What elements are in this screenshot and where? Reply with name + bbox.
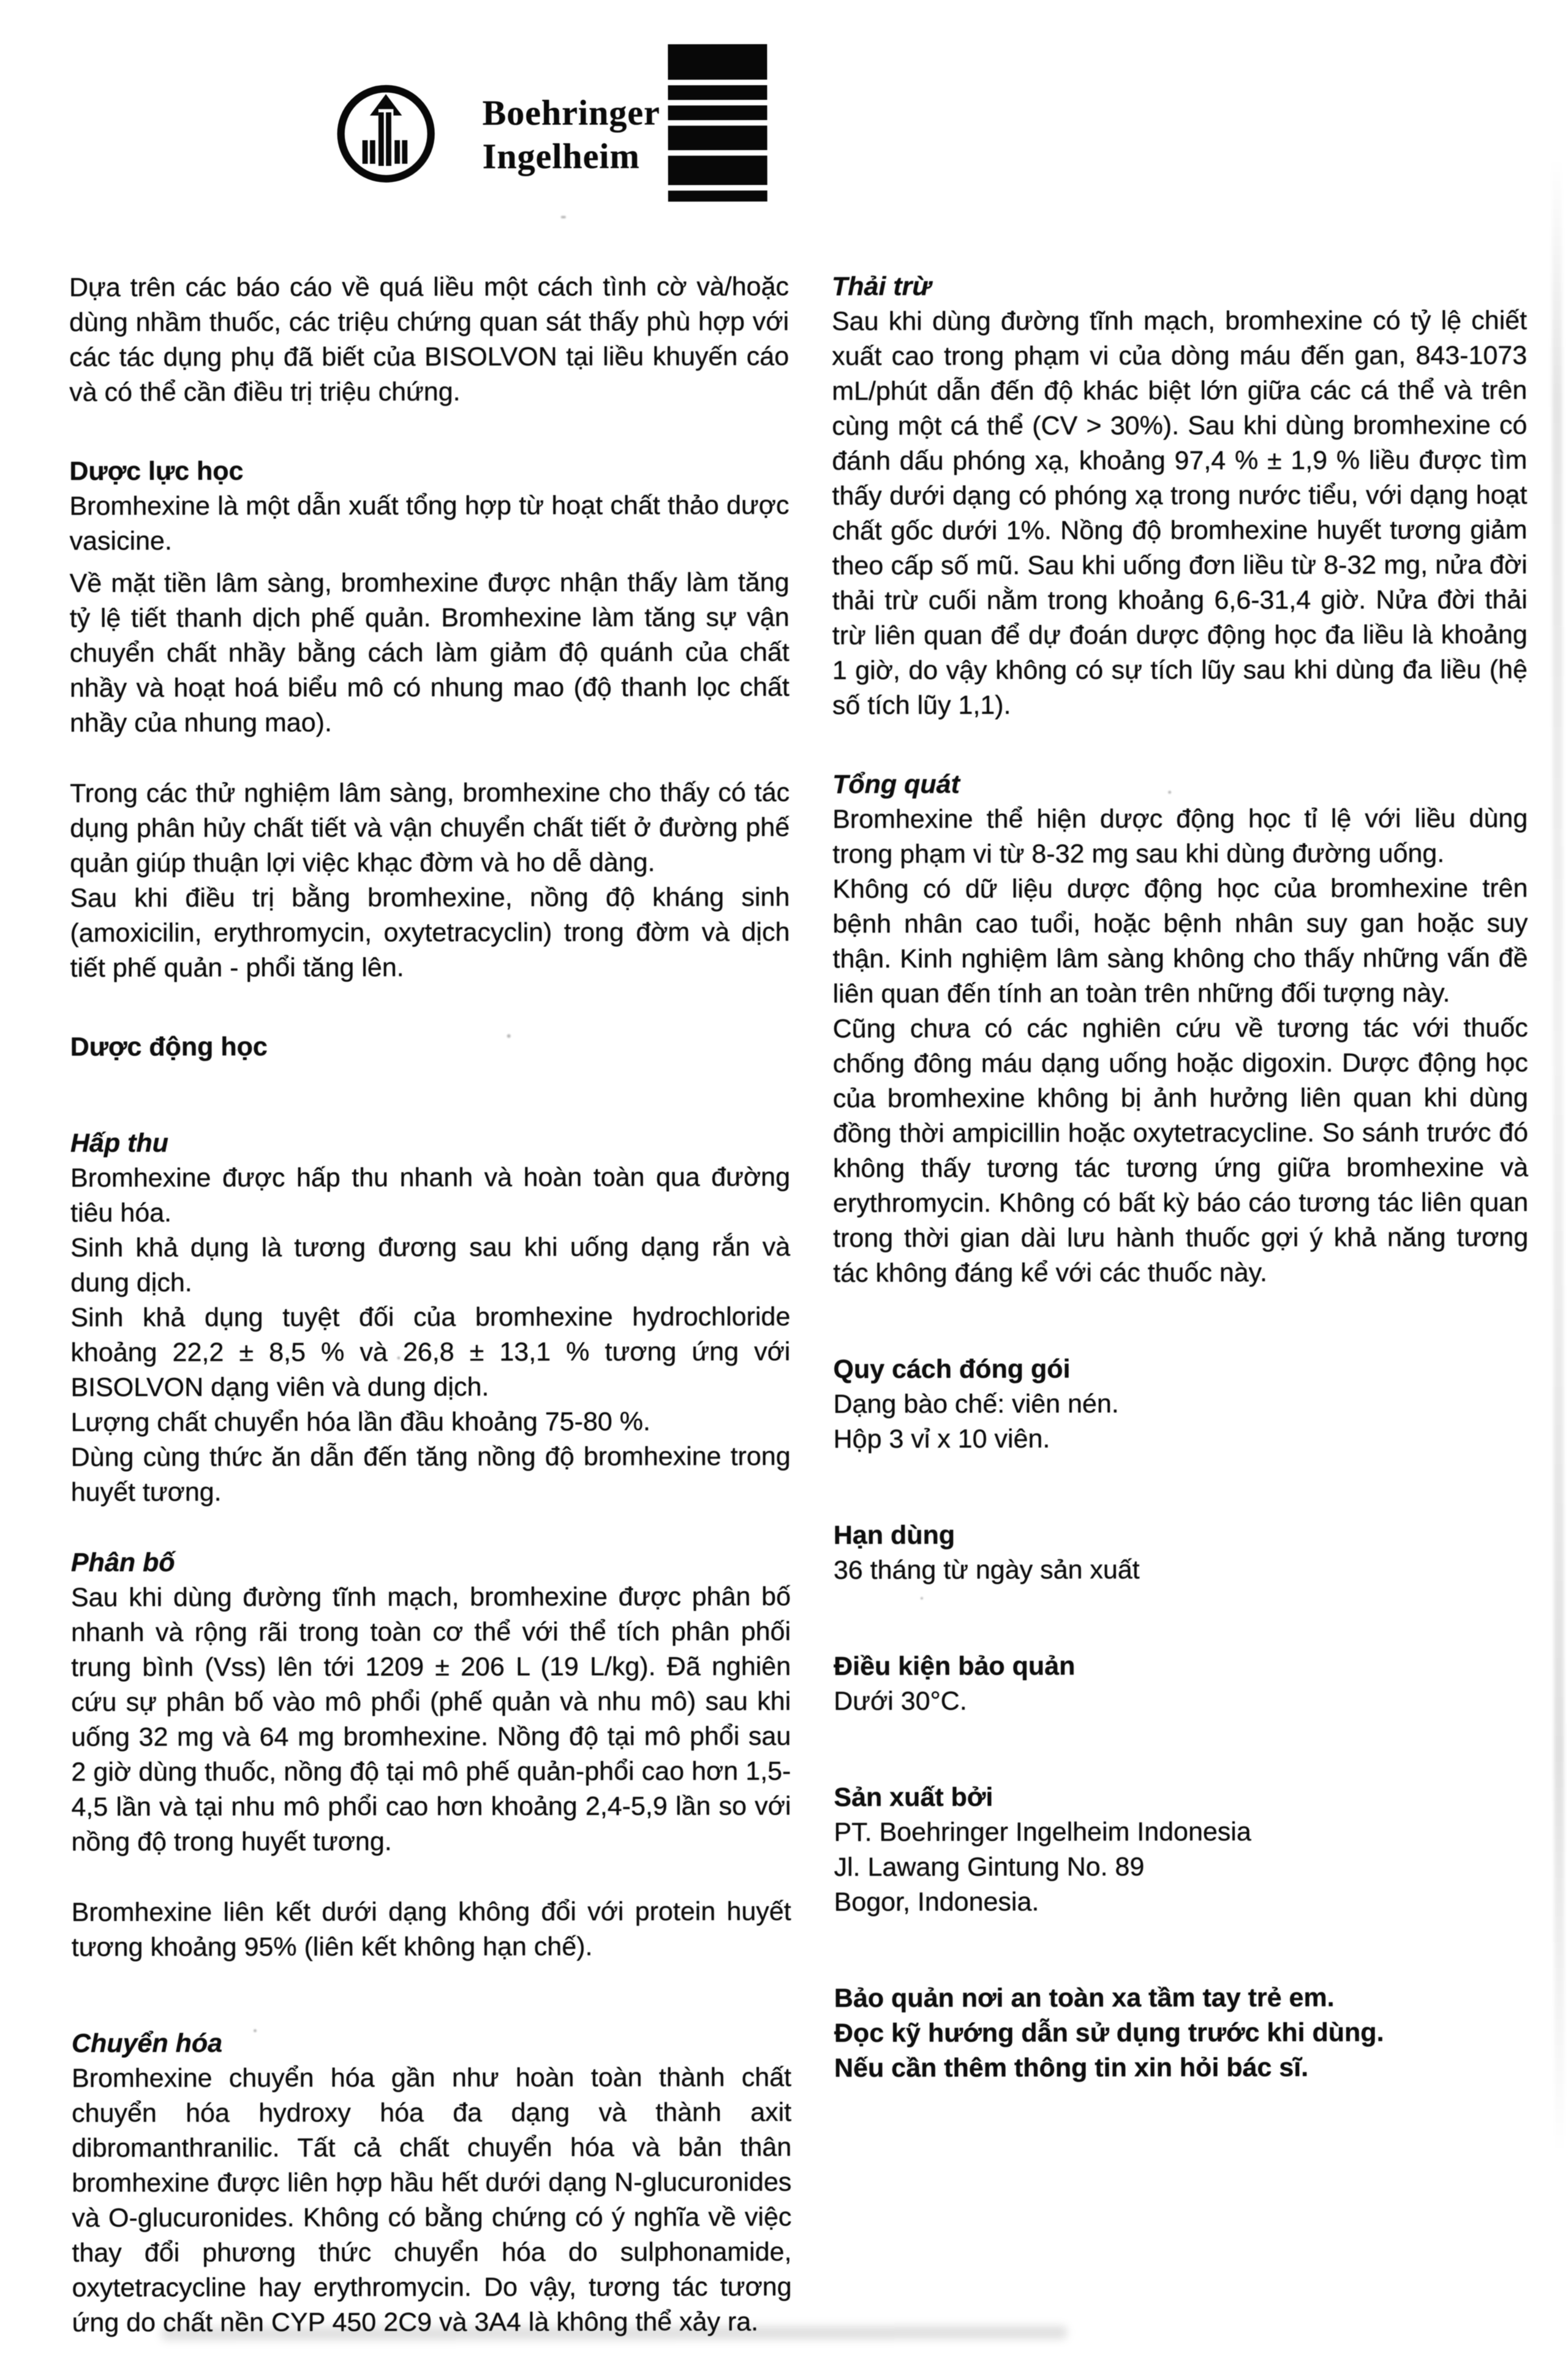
subheading-metabolism: Chuyển hóa: [71, 2028, 223, 2058]
warning-keep-away-children: Bảo quản nơi an toàn xa tầm tay trẻ em.: [834, 1982, 1335, 2013]
shelf-life-line: 36 tháng từ ngày sản xuất: [833, 1555, 1140, 1585]
paragraph: Cũng chưa có các nghiên cứu về tương tác với thuốc chống đông máu dạng uống hoặc digoxin. Dược động học của bromhexine không bị ảnh hưởng liên quan khi dùng đồng thời ampicillin hoặc oxytetracycline. So sánh trước đó không thấy tương tác tương ứng giữa bromhexine và erythromycin. Không có bất kỳ báo cáo tương tác liên quan trong thời gian dài lưu hành thuốc gợi ý khả năng tương tác không đáng kể với các thuốc này.: [832, 1013, 1529, 1288]
paragraph: Sau khi dùng đường tĩnh mạch, bromhexine có tỷ lệ chiết xuất cao trong phạm vi của dòng máu đến gan, 843-1073 mL/phút dẫn đến độ khác biệt lớn giữa các cá thể và trên cùng một cá thể (CV > 30%). Sau khi dùng bromhexine có đánh dấu phóng xạ, khoảng 97,4 % ± 1,9 % liều được tìm thấy dưới dạng có phóng xạ trong nước tiểu, với dạng hoạt chất gốc dưới 1%. Nồng độ bromhexine huyết tương giảm theo cấp số mũ. Sau khi uống đơn liều từ 8-32 mg, nửa đời thải trừ cuối nằm trong khoảng 6,6-31,4 giờ. Nửa đời thải trừ liên quan để dự đoán dược động học đa liều là khoảng 1 giờ, do vậy không có sự tích lũy sau khi dùng đa liều (hệ số tích lũy 1,1).: [832, 306, 1528, 720]
paragraph: Lượng chất chuyển hóa lần đầu khoảng 75-80 %.: [70, 1407, 650, 1437]
brand-wordmark: [483, 91, 660, 178]
heading-pharmacokinetics: Dược động học: [70, 1032, 268, 1062]
paragraph: Dùng cùng thức ăn dẫn đến tăng nồng độ bromhexine trong huyết tương.: [70, 1441, 791, 1507]
heading-manufacturer: Sản xuất bởi: [834, 1782, 993, 1812]
paragraph: Trong các thử nghiệm lâm sàng, bromhexine cho thấy có tác dụng phân hủy chất tiết và vận chuyển chất tiết ở đường phế quản giúp thuận lợi việc khạc đờm và ho dễ dàng.: [70, 777, 790, 878]
subheading-distribution: Phân bố: [70, 1548, 175, 1578]
paragraph: Về mặt tiền lâm sàng, bromhexine được nhận thấy làm tăng tỷ lệ tiết thanh dịch phế quản. Bromhexine làm tăng sự vận chuyển chất nhầy bằng cách làm giảm độ quánh của chất nhầy và hoạt hoá biểu mô có nhung mao (độ thanh lọc chất nhầy của nhung mao).: [69, 567, 790, 738]
paragraph: Sinh khả dụng tuyệt đối của bromhexine hydrochloride khoảng 22,2 ± 8,5 % và 26,8 ± 13,1 % tương ứng với BISOLVON dạng viên và dung dịch.: [70, 1301, 791, 1402]
scan-speck: [921, 1597, 923, 1600]
warning-read-instructions: Đọc kỹ hướng dẫn sử dụng trước khi dùng.: [834, 2017, 1384, 2048]
manufacturer-city: Bogor, Indonesia.: [834, 1887, 1039, 1917]
paragraph: Sau khi dùng đường tĩnh mạch, bromhexine được phân bố nhanh và rộng rãi trong toàn cơ thể với thể tích phân phối trung bình (Vss) lên tới 1209 ± 206 L (19 L/kg). Đã nghiên cứu sự phân bố vào mô phổi (phế quản và nhu mô) sau khi uống 32 mg và 64 mg bromhexine. Nồng độ tại mô phổi sau 2 giờ dùng thuốc, nồng độ tại mô phế quản-phổi cao hơn 1,5-4,5 lần và tại nhu mô phổi cao hơn khoảng 2,4-5,9 lần so với nồng độ trong huyết tương.: [70, 1581, 791, 1857]
left-column: [69, 269, 792, 2341]
scan-speck: [254, 2029, 257, 2032]
paragraph: Không có dữ liệu dược động học của bromhexine trên bệnh nhân cao tuổi, hoặc bệnh nhân suy gan hoặc suy thận. Kinh nghiệm lâm sàng không cho thấy những vấn đề liên quan đến tính an toàn trên những đối tượng này.: [832, 873, 1528, 1009]
dosage-form-line: Dạng bào chế: viên nén.: [833, 1389, 1119, 1419]
paragraph: Bromhexine là một dẫn xuất tổng hợp từ hoạt chất thảo dược vasicine.: [69, 490, 790, 556]
subheading-absorption: Hấp thu: [70, 1128, 169, 1158]
scan-streak: [1552, 158, 1565, 2155]
heading-pharmacodynamics: Dược lực học: [69, 456, 244, 486]
brand-line-2: Ingelheim: [482, 136, 640, 176]
paragraph: Bromhexine liên kết dưới dạng không đổi với protein huyết tương khoảng 95% (liên kết không hạn chế).: [71, 1896, 791, 1962]
heading-shelf-life: Hạn dùng: [833, 1520, 956, 1550]
overdose-paragraph: Dựa trên các báo cáo về quá liều một cách tình cờ và/hoặc dùng nhầm thuốc, các triệu chứng quan sát thấy phù hợp với các tác dụng phụ đã biết của BISOLVON tại liều khuyến cáo và có thể cần điều trị triệu chứng.: [69, 271, 790, 407]
right-column: [832, 268, 1529, 2086]
storage-condition-line: Dưới 30°C.: [834, 1686, 967, 1716]
heading-storage-conditions: Điều kiện bảo quản: [834, 1651, 1076, 1681]
manufacturer-name: PT. Boehringer Ingelheim Indonesia: [834, 1817, 1251, 1847]
paragraph: Bromhexine được hấp thu nhanh và hoàn toàn qua đường tiêu hóa.: [70, 1162, 791, 1228]
paragraph: Sau khi điều trị bằng bromhexine, nồng độ kháng sinh (amoxicilin, erythromycin, oxytetracyclin) trong đờm và dịch tiết phế quản - phổi tăng lên.: [70, 882, 790, 983]
warning-ask-doctor: Nếu cần thêm thông tin xin hỏi bác sĩ.: [834, 2052, 1309, 2083]
heading-packaging: Quy cách đóng gói: [833, 1354, 1071, 1384]
print-registration-bars-icon: [668, 44, 767, 207]
brand-line-1: Boehringer: [482, 92, 660, 133]
paragraph: Bromhexine chuyển hóa gần như hoàn toàn thành chất chuyển hóa hydroxy hóa đa dạng và thành axit dibromanthranilic. Tất cả chất chuyển hóa và bản thân bromhexine được liên hợp hầu hết dưới dạng N-glucuronides và O-glucuronides. Không có bằng chứng có ý nghĩa về việc thay đổi phương thức chuyển hóa do sulphonamide, oxytetracycline hay erythromycin. Do vậy, tương tác tương ứng do chất nền CYP 450 2C9 và 3A4 là không thể xảy ra.: [72, 2062, 792, 2338]
scan-speck: [397, 1357, 400, 1360]
paragraph: Sinh khả dụng là tương đương sau khi uống dạng rắn và dung dịch.: [70, 1232, 791, 1298]
scan-smudge: [161, 2325, 1068, 2340]
paragraph: Bromhexine thể hiện dược động học tỉ lệ với liều dùng trong phạm vi từ 8-32 mg sau khi dùng đường uống.: [832, 804, 1528, 869]
pack-size-line: Hộp 3 vỉ x 10 viên.: [833, 1424, 1050, 1454]
scan-speck: [1403, 429, 1405, 432]
manufacturer-street: Jl. Lawang Gintung No. 89: [834, 1852, 1145, 1882]
boehringer-emblem-icon: [333, 80, 440, 187]
subheading-general: Tổng quát: [832, 769, 960, 799]
subheading-elimination: Thải trừ: [831, 271, 932, 301]
scan-speck: [561, 216, 566, 218]
scan-speck: [1168, 791, 1171, 794]
scan-speck: [507, 1034, 511, 1038]
